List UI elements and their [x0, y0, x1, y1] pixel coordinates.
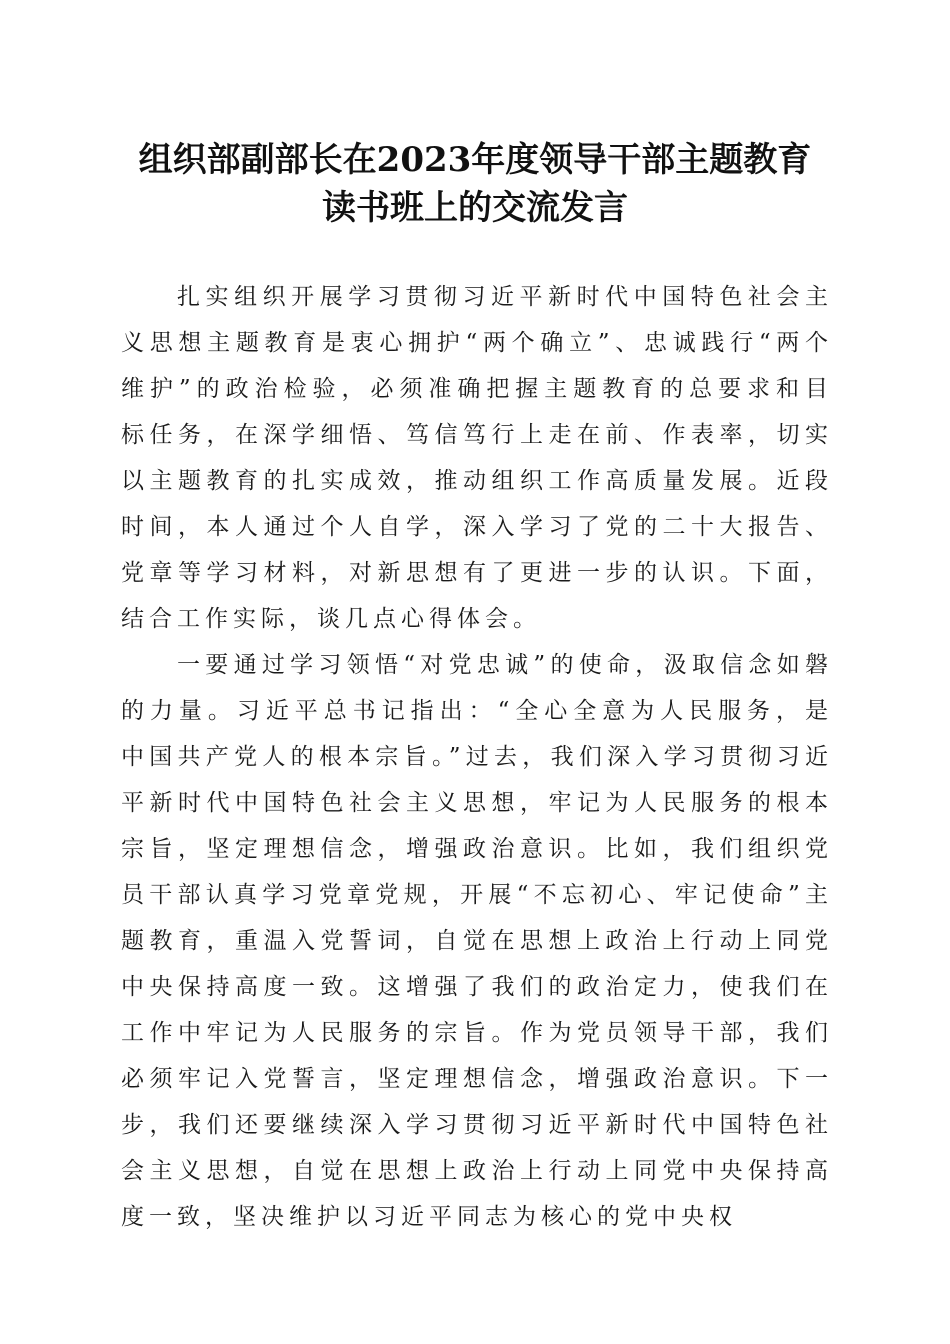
document-title-line-2: 读书班上的交流发言	[322, 188, 628, 228]
document-body	[121, 274, 833, 1240]
paragraph-intro: 扎实组织开展学习贯彻习近平新时代中国特色社会主义思想主题教育是衷心拥护“两个确立”、忠诚践行“两个维护”的政治检验，必须准确把握主题教育的总要求和目标任务，在深学细悟、笃信笃行上走在前、作表率，切实以主题教育的扎实成效，推动组织工作高质量发展。近段时间，本人通过个人自学，深入学习了党的二十大报告、党章等学习材料，对新思想有了更进一步的认识。下面，结合工作实际，谈几点心得体会。	[121, 284, 833, 632]
document-title-line-1: 组织部副部长在2023年度领导干部主题教育	[138, 140, 812, 180]
paragraph-point-one: 一要通过学习领悟“对党忠诚”的使命，汲取信念如磐的力量。习近平总书记指出：“全心全意为人民服务，是中国共产党人的根本宗旨。”过去，我们深入学习贯彻习近平新时代中国特色社会主义思想，牢记为人民服务的根本宗旨，坚定理想信念，增强政治意识。比如，我们组织党员干部认真学习党章党规，开展“不忘初心、牢记使命”主题教育，重温入党誓词，自觉在思想上政治上行动上同党中央保持高度一致。这增强了我们的政治定力，使我们在工作中牢记为人民服务的宗旨。作为党员领导干部，我们必须牢记入党誓言，坚定理想信念，增强政治意识。下一步，我们还要继续深入学习贯彻习近平新时代中国特色社会主义思想，自觉在思想上政治上行动上同党中央保持高度一致，坚决维护以习近平同志为核心的党中央权	[121, 652, 833, 1230]
